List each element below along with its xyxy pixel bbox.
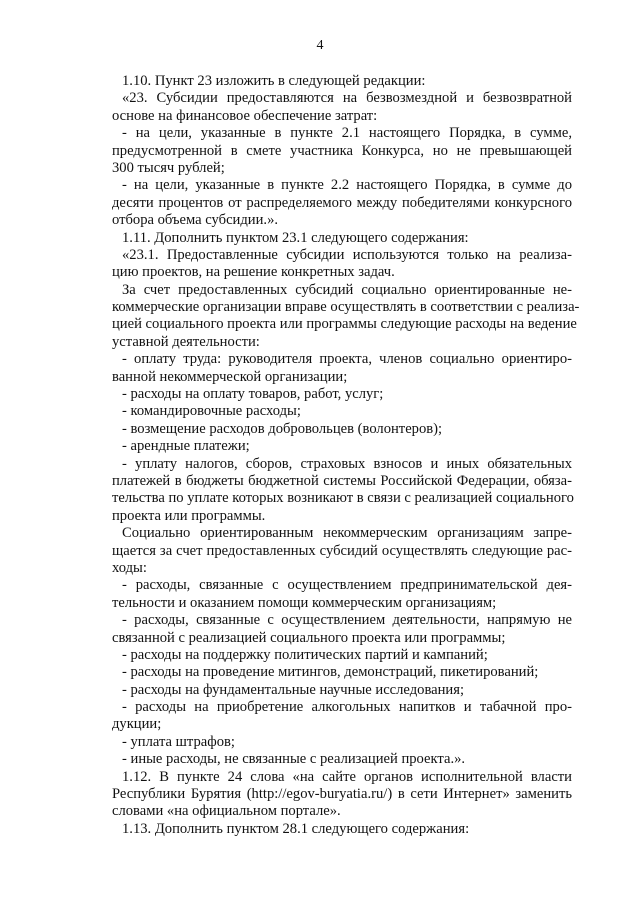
text-line: уставной деятельности: — [112, 333, 260, 350]
text-line: - расходы на фундаментальные научные исследования; — [122, 681, 465, 698]
text-line: цию проектов, на решение конкретных задач. — [112, 264, 395, 281]
text-line: - арендные платежи; — [122, 438, 250, 455]
page-number: 4 — [316, 38, 324, 53]
text-line: щается за счет предоставленных субсидий осуществлять следующие рас- — [112, 542, 572, 559]
text-line: Республики Бурятия (http://egov-buryatia.ru/) в сети Интернет» заменить — [112, 786, 572, 803]
text-line: ванной некоммерческой организации; — [112, 368, 348, 385]
text-line: - на цели, указанные в пункте 2.2 настоящего Порядка, в сумме до — [122, 177, 572, 194]
text-line: 300 тысяч рублей; — [112, 159, 225, 176]
text-line: платежей в бюджеты бюджетной системы Российской Федерации, обяза- — [112, 472, 572, 489]
text-line: «23. Субсидии предоставляются на безвозмездной и безвозвратной — [122, 90, 572, 107]
text-line: За счет предоставленных субсидий социально ориентированные не- — [122, 281, 572, 298]
text-line: - расходы на поддержку политических партий и кампаний; — [122, 646, 488, 663]
text-line: предусмотренной в смете участника Конкурса, но не превышающей — [112, 142, 572, 159]
text-line: 1.13. Дополнить пунктом 28.1 следующего содержания: — [122, 820, 470, 837]
text-line: - оплату труда: руководителя проекта, членов социально ориентиро- — [122, 351, 572, 368]
text-line: коммерческие организации вправе осуществлять в соответствии с реализа- — [112, 299, 580, 316]
text-line: 1.11. Дополнить пунктом 23.1 следующего содержания: — [122, 229, 469, 246]
text-line: - возмещение расходов добровольцев (волонтеров); — [122, 420, 443, 437]
text-line: связанной с реализацией социального проекта или программы; — [112, 629, 506, 646]
text-line: - уплата штрафов; — [122, 733, 235, 750]
document-body — [112, 73, 580, 838]
text-line: дукции; — [112, 716, 162, 733]
text-line: - на цели, указанные в пункте 2.1 настоящего Порядка, в сумме, — [122, 125, 572, 142]
text-line: основе на финансовое обеспечение затрат: — [112, 107, 378, 124]
text-line: - расходы на оплату товаров, работ, услуг; — [122, 386, 384, 403]
text-line: Социально ориентированным некоммерческим организациям запре- — [122, 525, 572, 542]
text-line: ходы: — [112, 559, 147, 576]
text-line: 1.12. В пункте 24 слова «на сайте органов исполнительной власти — [122, 768, 572, 785]
text-line: десяти процентов от распределяемого между победителями конкурсного — [112, 194, 572, 211]
text-line: отбора объема субсидии.». — [112, 212, 279, 229]
text-line: - расходы на проведение митингов, демонстраций, пикетирований; — [122, 664, 539, 681]
text-line: «23.1. Предоставленные субсидии используются только на реализа- — [122, 246, 572, 263]
text-line: - командировочные расходы; — [122, 403, 301, 420]
text-line: - уплату налогов, сборов, страховых взносов и иных обязательных — [122, 455, 572, 472]
text-line: - иные расходы, не связанные с реализацией проекта.». — [122, 751, 466, 768]
text-line: - расходы на приобретение алкогольных напитков и табачной про- — [122, 699, 572, 716]
text-line: словами «на официальном портале». — [112, 803, 341, 820]
text-line: проекта или программы. — [112, 507, 266, 524]
text-line: тельства по уплате которых возникают в связи с реализацией социального — [112, 490, 574, 507]
text-line: цией социального проекта или программы следующие расходы на ведение — [112, 316, 577, 333]
text-line: 1.10. Пункт 23 изложить в следующей редакции: — [122, 73, 426, 89]
text-line: - расходы, связанные с осуществлением предпринимательской дея- — [122, 577, 572, 594]
text-line: тельности и оказанием помощи коммерческим организациям; — [112, 594, 497, 611]
text-line: - расходы, связанные с осуществлением деятельности, напрямую не — [122, 612, 572, 629]
